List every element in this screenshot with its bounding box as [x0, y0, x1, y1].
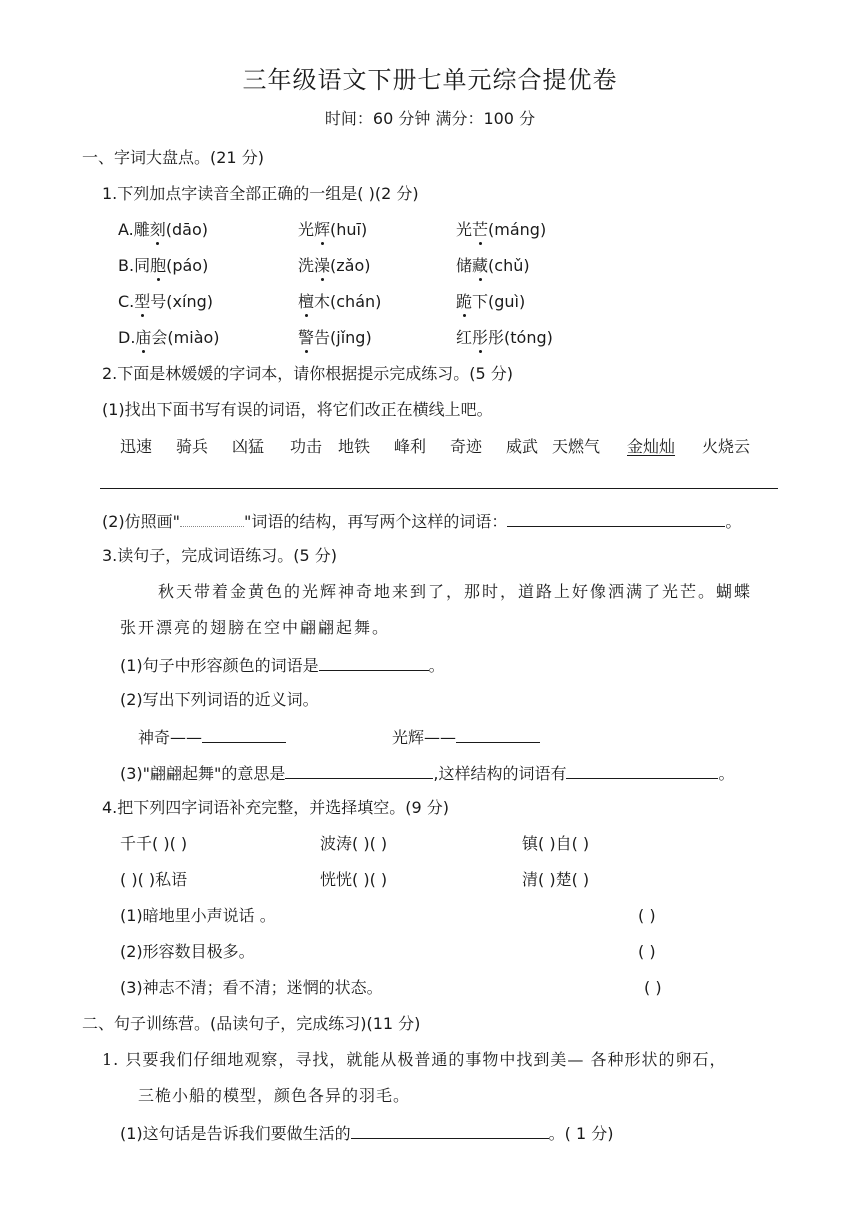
wavy-underline-sample	[180, 516, 244, 527]
q2-part1: (1)找出下面书写有误的词语，将它们改正在横线上吧。	[102, 400, 493, 419]
q2-stem: 2.下面是林媛媛的字词本，请你根据提示完成练习。(5 分)	[102, 364, 514, 383]
section-1-heading: 一、字词大盘点。(21 分)	[82, 148, 264, 167]
answer-line[interactable]	[100, 488, 778, 489]
q1-option-a-1: A.雕刻(dāo)	[118, 220, 209, 239]
word-list-item: 迅速	[120, 437, 153, 456]
q1-option-d-2: 警告(jǐng)	[298, 328, 372, 347]
q2-part2: (2)仿照画" "词语的结构，再写两个这样的词语： 。	[102, 512, 742, 531]
section-2-heading: 二、句子训练营。(品读句子，完成练习)(11 分)	[82, 1014, 421, 1033]
idiom-fill: 清( )楚( )	[522, 870, 590, 889]
q4-stem: 4.把下列四字词语补充完整，并选择填空。(9 分)	[102, 798, 450, 817]
q1-option-a-2: 光辉(huī)	[298, 220, 368, 239]
idiom-fill: 镇( )自( )	[522, 834, 590, 853]
q4-definition-1: (1)暗地里小声说话 。	[120, 906, 276, 925]
q1-option-d-3: 红彤彤(tóng)	[456, 328, 553, 347]
q3-passage-line2: 张开漂亮的翅膀在空中翩翩起舞。	[120, 618, 391, 637]
q1-option-d-1: D.庙会(miào)	[118, 328, 220, 347]
q3-part2: (2)写出下列词语的近义词。	[120, 690, 319, 709]
answer-blank[interactable]	[351, 1122, 549, 1139]
q1-option-b-2: 洗澡(zǎo)	[298, 256, 371, 275]
word-list-item: 峰利	[394, 437, 427, 456]
answer-paren[interactable]: ( )	[638, 942, 656, 961]
word-list-item: 功击	[290, 437, 323, 456]
q1-stem: 1.下列加点字读音全部正确的一组是( )(2 分)	[102, 184, 419, 203]
word-list-item: 天燃气	[552, 437, 601, 456]
page-title: 三年级语文下册七单元综合提优卷	[242, 66, 618, 94]
exam-info: 时间：60 分钟 满分：100 分	[324, 109, 536, 128]
word-list-item-underlined: 金灿灿	[627, 437, 676, 456]
idiom-fill: 千千( )( )	[120, 834, 188, 853]
answer-blank[interactable]	[507, 510, 725, 527]
answer-paren[interactable]: ( )	[644, 978, 662, 997]
q3-part1: (1)句子中形容颜色的词语是 。	[120, 656, 445, 675]
word-list-item: 奇迹	[450, 437, 483, 456]
idiom-fill: ( )( )私语	[120, 870, 188, 889]
q3-part3: (3)"翩翩起舞"的意思是 ,这样结构的词语有 。	[120, 764, 735, 783]
q1-option-c-2: 檀木(chán)	[298, 292, 382, 311]
idiom-fill: 恍恍( )( )	[320, 870, 388, 889]
word-list-item: 地铁	[338, 437, 371, 456]
q1-option-b-3: 储藏(chǔ)	[456, 256, 530, 275]
word-list-item: 凶猛	[232, 437, 265, 456]
q1-option-c-3: 跪下(guì)	[456, 292, 526, 311]
word-list-item: 威武	[506, 437, 539, 456]
answer-blank[interactable]	[456, 726, 540, 743]
q1-option-b-1: B.同胞(páo)	[118, 256, 209, 275]
q3-passage-line1: 秋天带着金黄色的光辉神奇地来到了，那时，道路上好像洒满了光芒。蝴蝶	[158, 582, 753, 601]
answer-blank[interactable]	[285, 762, 433, 779]
s2-q1-part1: (1)这句话是告诉我们要做生活的 。( 1 分)	[120, 1124, 614, 1143]
answer-blank[interactable]	[566, 762, 718, 779]
answer-paren[interactable]: ( )	[638, 906, 656, 925]
answer-blank[interactable]	[319, 654, 429, 671]
q3-stem: 3.读句子，完成词语练习。(5 分)	[102, 546, 338, 565]
word-list-item: 火烧云	[702, 437, 751, 456]
synonym-2: 光辉——	[392, 726, 540, 747]
q1-option-c-1: C.型号(xíng)	[118, 292, 213, 311]
idiom-fill: 波涛( )( )	[320, 834, 388, 853]
q4-definition-3: (3)神志不清；看不清；迷惘的状态。	[120, 978, 383, 997]
q1-option-a-3: 光芒(máng)	[456, 220, 547, 239]
synonym-1: 神奇——	[138, 726, 286, 747]
word-list-item: 骑兵	[176, 437, 209, 456]
answer-blank[interactable]	[202, 726, 286, 743]
s2-q1-line2: 三桅小船的模型，颜色各异的羽毛。	[138, 1086, 411, 1105]
q4-definition-2: (2)形容数目极多。	[120, 942, 255, 961]
s2-q1-line1: 1. 只要我们仔细地观察，寻找，就能从极普通的事物中找到美— 各种形状的卵石，	[102, 1050, 727, 1069]
